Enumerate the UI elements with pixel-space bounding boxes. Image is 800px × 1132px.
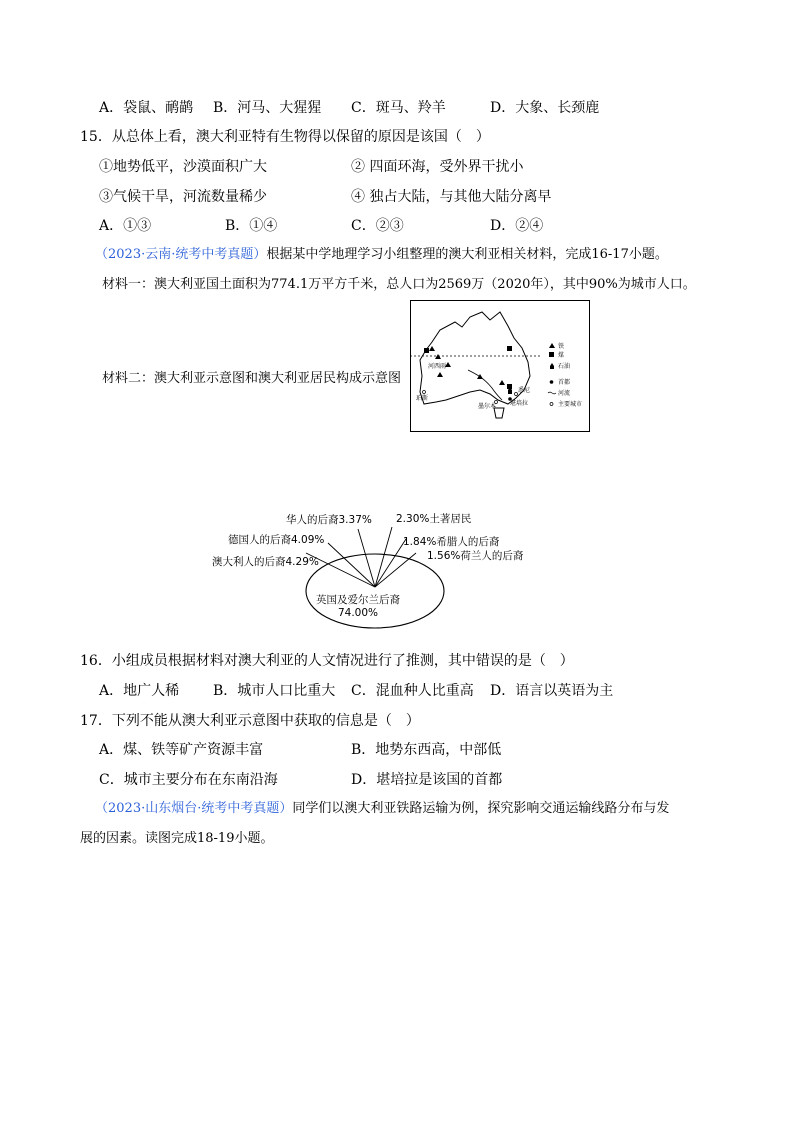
- q17-stem: 17．下列不能从澳大利亚示意图中获取的信息是（ ）: [80, 713, 420, 729]
- q15-statement-2: ② 四面环海，受外界干扰小: [351, 159, 524, 175]
- legend-capital: 首都: [558, 379, 571, 386]
- label-chinese: 华人的后裔3.37%: [286, 514, 372, 526]
- q16-stem: 16．小组成员根据材料对澳大利亚的人文情况进行了推测，其中错误的是（ ）: [80, 653, 574, 669]
- intro-18-19-text-1: 同学们以澳大利亚铁路运输为例，探究影响交通运输线路分布与发: [292, 801, 670, 816]
- q16-option-b: B．城市人口比重大: [213, 683, 336, 699]
- material-two: 材料二：澳大利亚示意图和澳大利亚居民构成示意图: [102, 371, 402, 386]
- legend-coal-icon: [549, 352, 554, 357]
- intro-18-19-source: （2023·山东烟台·统考中考真题）: [95, 801, 293, 816]
- label-australian: 澳大利人的后裔4.29%: [212, 556, 319, 568]
- legend-iron: 铁: [558, 343, 565, 350]
- q15-option-d: D．②④: [490, 218, 544, 234]
- material-one: 材料一：澳大利亚国土面积为774.1万平方千米，总人口为2569万（2020年），其中90%为城市人口。: [102, 277, 696, 292]
- label-aboriginal: 2.30%土著居民: [396, 513, 472, 525]
- q15-option-c: C．②③: [351, 218, 404, 234]
- q17-option-b: B．地势东西高，中部低: [351, 742, 502, 758]
- label-british: 英国及爱尔兰后裔: [316, 594, 400, 606]
- map-label-river: 河西雨: [428, 363, 447, 370]
- legend-coal: 煤: [558, 352, 565, 359]
- population-composition-chart: [200, 505, 524, 630]
- q16-option-c: C．混血种人比重高: [351, 683, 474, 699]
- q14-option-c: C．斑马、羚羊: [351, 100, 446, 116]
- pie-slice-3: [358, 529, 375, 587]
- map-label-canberra: 堪培拉: [510, 400, 529, 407]
- pie-slice-5: [375, 539, 406, 587]
- q16-option-a: A．地广人稀: [99, 683, 180, 699]
- intro-16-17-text: 根据某中学地理学习小组整理的澳大利亚相关材料，完成16-17小题。: [266, 247, 668, 262]
- q15-option-a: A．①③: [99, 218, 152, 234]
- pie-slice-4: [375, 527, 392, 587]
- legend-river: 河流: [558, 390, 571, 397]
- coal-icon: [424, 348, 429, 353]
- q14-option-d: D．大象、长颈鹿: [490, 100, 600, 116]
- label-greek: 1.84%希腊人的后裔: [403, 536, 500, 548]
- map-label-perth: 珀斯: [416, 395, 429, 402]
- pie-slice-2: [328, 543, 375, 587]
- map-label-melbourne: 墨尔本: [478, 403, 497, 410]
- label-german: 德国人的后裔4.09%: [228, 534, 325, 546]
- pie-slice-6: [375, 553, 416, 587]
- q15-statement-4: ④ 独占大陆，与其他大陆分离早: [351, 189, 552, 205]
- legend-city: 主要城市: [558, 401, 583, 408]
- q14-option-a: A．袋鼠、鸸鹋: [99, 100, 194, 116]
- map-label-sydney: 悉尼: [518, 387, 531, 394]
- intro-18-19-text-2: 展的因素。读图完成18-19小题。: [80, 831, 274, 846]
- label-british-value: 74.00%: [337, 607, 379, 619]
- q15-statement-3: ③气候干旱，河流数量稀少: [99, 189, 267, 205]
- legend-oil: 石油: [558, 363, 571, 370]
- coal-icon: [507, 346, 512, 351]
- australia-map: [410, 300, 590, 432]
- q16-option-d: D．语言以英语为主: [490, 683, 614, 699]
- label-dutch: 1.56%荷兰人的后裔: [427, 550, 524, 562]
- q15-stem: 15．从总体上看，澳大利亚特有生物得以保留的原因是该国（ ）: [80, 129, 490, 145]
- intro-16-17: [95, 246, 668, 264]
- q17-option-c: C．城市主要分布在东南沿海: [99, 772, 278, 788]
- q14-option-b: B．河马、大猩猩: [213, 100, 322, 116]
- q15-statement-1: ①地势低平，沙漠面积广大: [99, 159, 267, 175]
- q17-option-a: A．煤、铁等矿产资源丰富: [99, 742, 264, 758]
- q15-option-b: B．①④: [225, 218, 278, 234]
- q17-option-d: D．堪培拉是该国的首都: [351, 772, 503, 788]
- intro-18-19: [95, 800, 669, 818]
- intro-16-17-source: （2023·云南·统考中考真题）: [95, 247, 267, 262]
- legend-capital-icon: [550, 380, 554, 384]
